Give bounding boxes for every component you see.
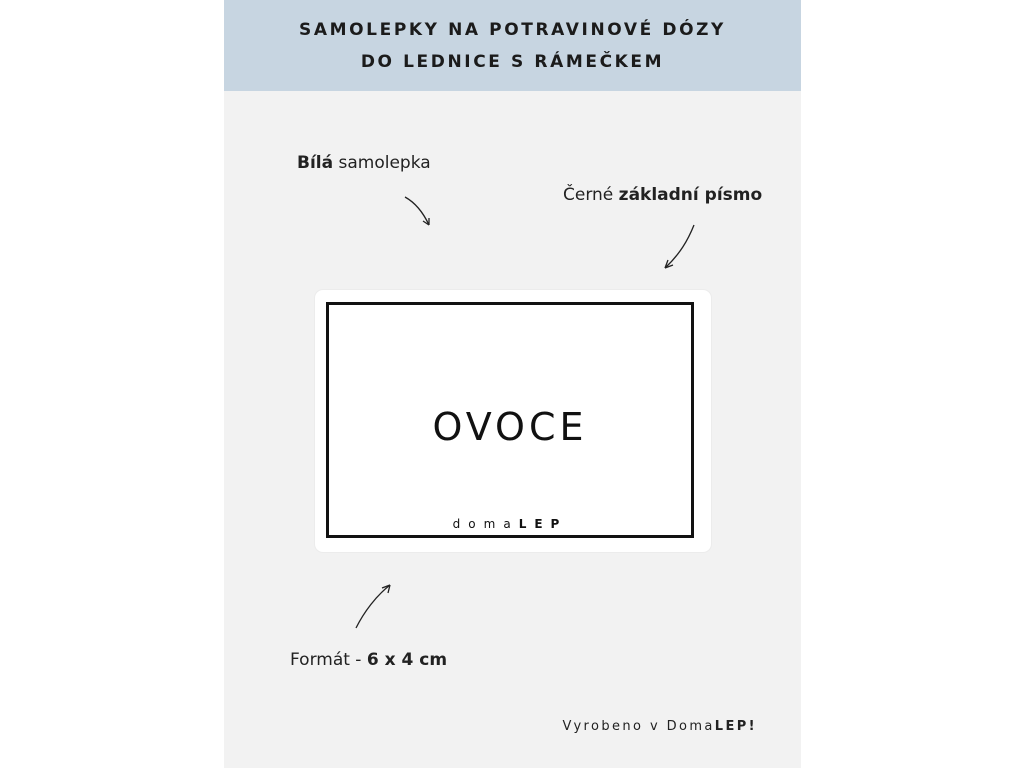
- sticker-brand-bold: LEP: [518, 517, 568, 531]
- footer-credit: [563, 719, 757, 734]
- product-panel: [224, 0, 801, 768]
- callout-format: [290, 650, 447, 670]
- sticker-label: OVOCE: [432, 405, 588, 449]
- callout-format-bold: 6 x 4 cm: [366, 650, 448, 670]
- callout-font: [563, 185, 762, 205]
- sticker-brand-light: doma: [452, 517, 519, 531]
- arrow-icon-font: [660, 222, 700, 272]
- footer-brand: LEP!: [714, 719, 757, 734]
- footer-text: Vyrobeno v Doma: [562, 719, 715, 734]
- title-line-2: DO LEDNICE S RÁMEČKEM: [360, 51, 665, 72]
- sticker-frame: [326, 302, 694, 538]
- callout-material-text: samolepka: [333, 153, 431, 173]
- callout-material: [297, 153, 431, 173]
- callout-material-bold: Bílá: [297, 153, 334, 173]
- sticker-preview: [315, 290, 711, 552]
- sticker-brand: [329, 517, 691, 531]
- title-banner: [224, 0, 801, 91]
- callout-font-bold: základní písmo: [618, 185, 763, 205]
- arrow-icon-format: [352, 580, 396, 632]
- title-line-1: SAMOLEPKY NA POTRAVINOVÉ DÓZY: [299, 19, 726, 40]
- callout-font-text: Černé: [563, 185, 619, 205]
- callout-format-text: Formát -: [290, 650, 367, 670]
- arrow-icon-material: [402, 194, 434, 230]
